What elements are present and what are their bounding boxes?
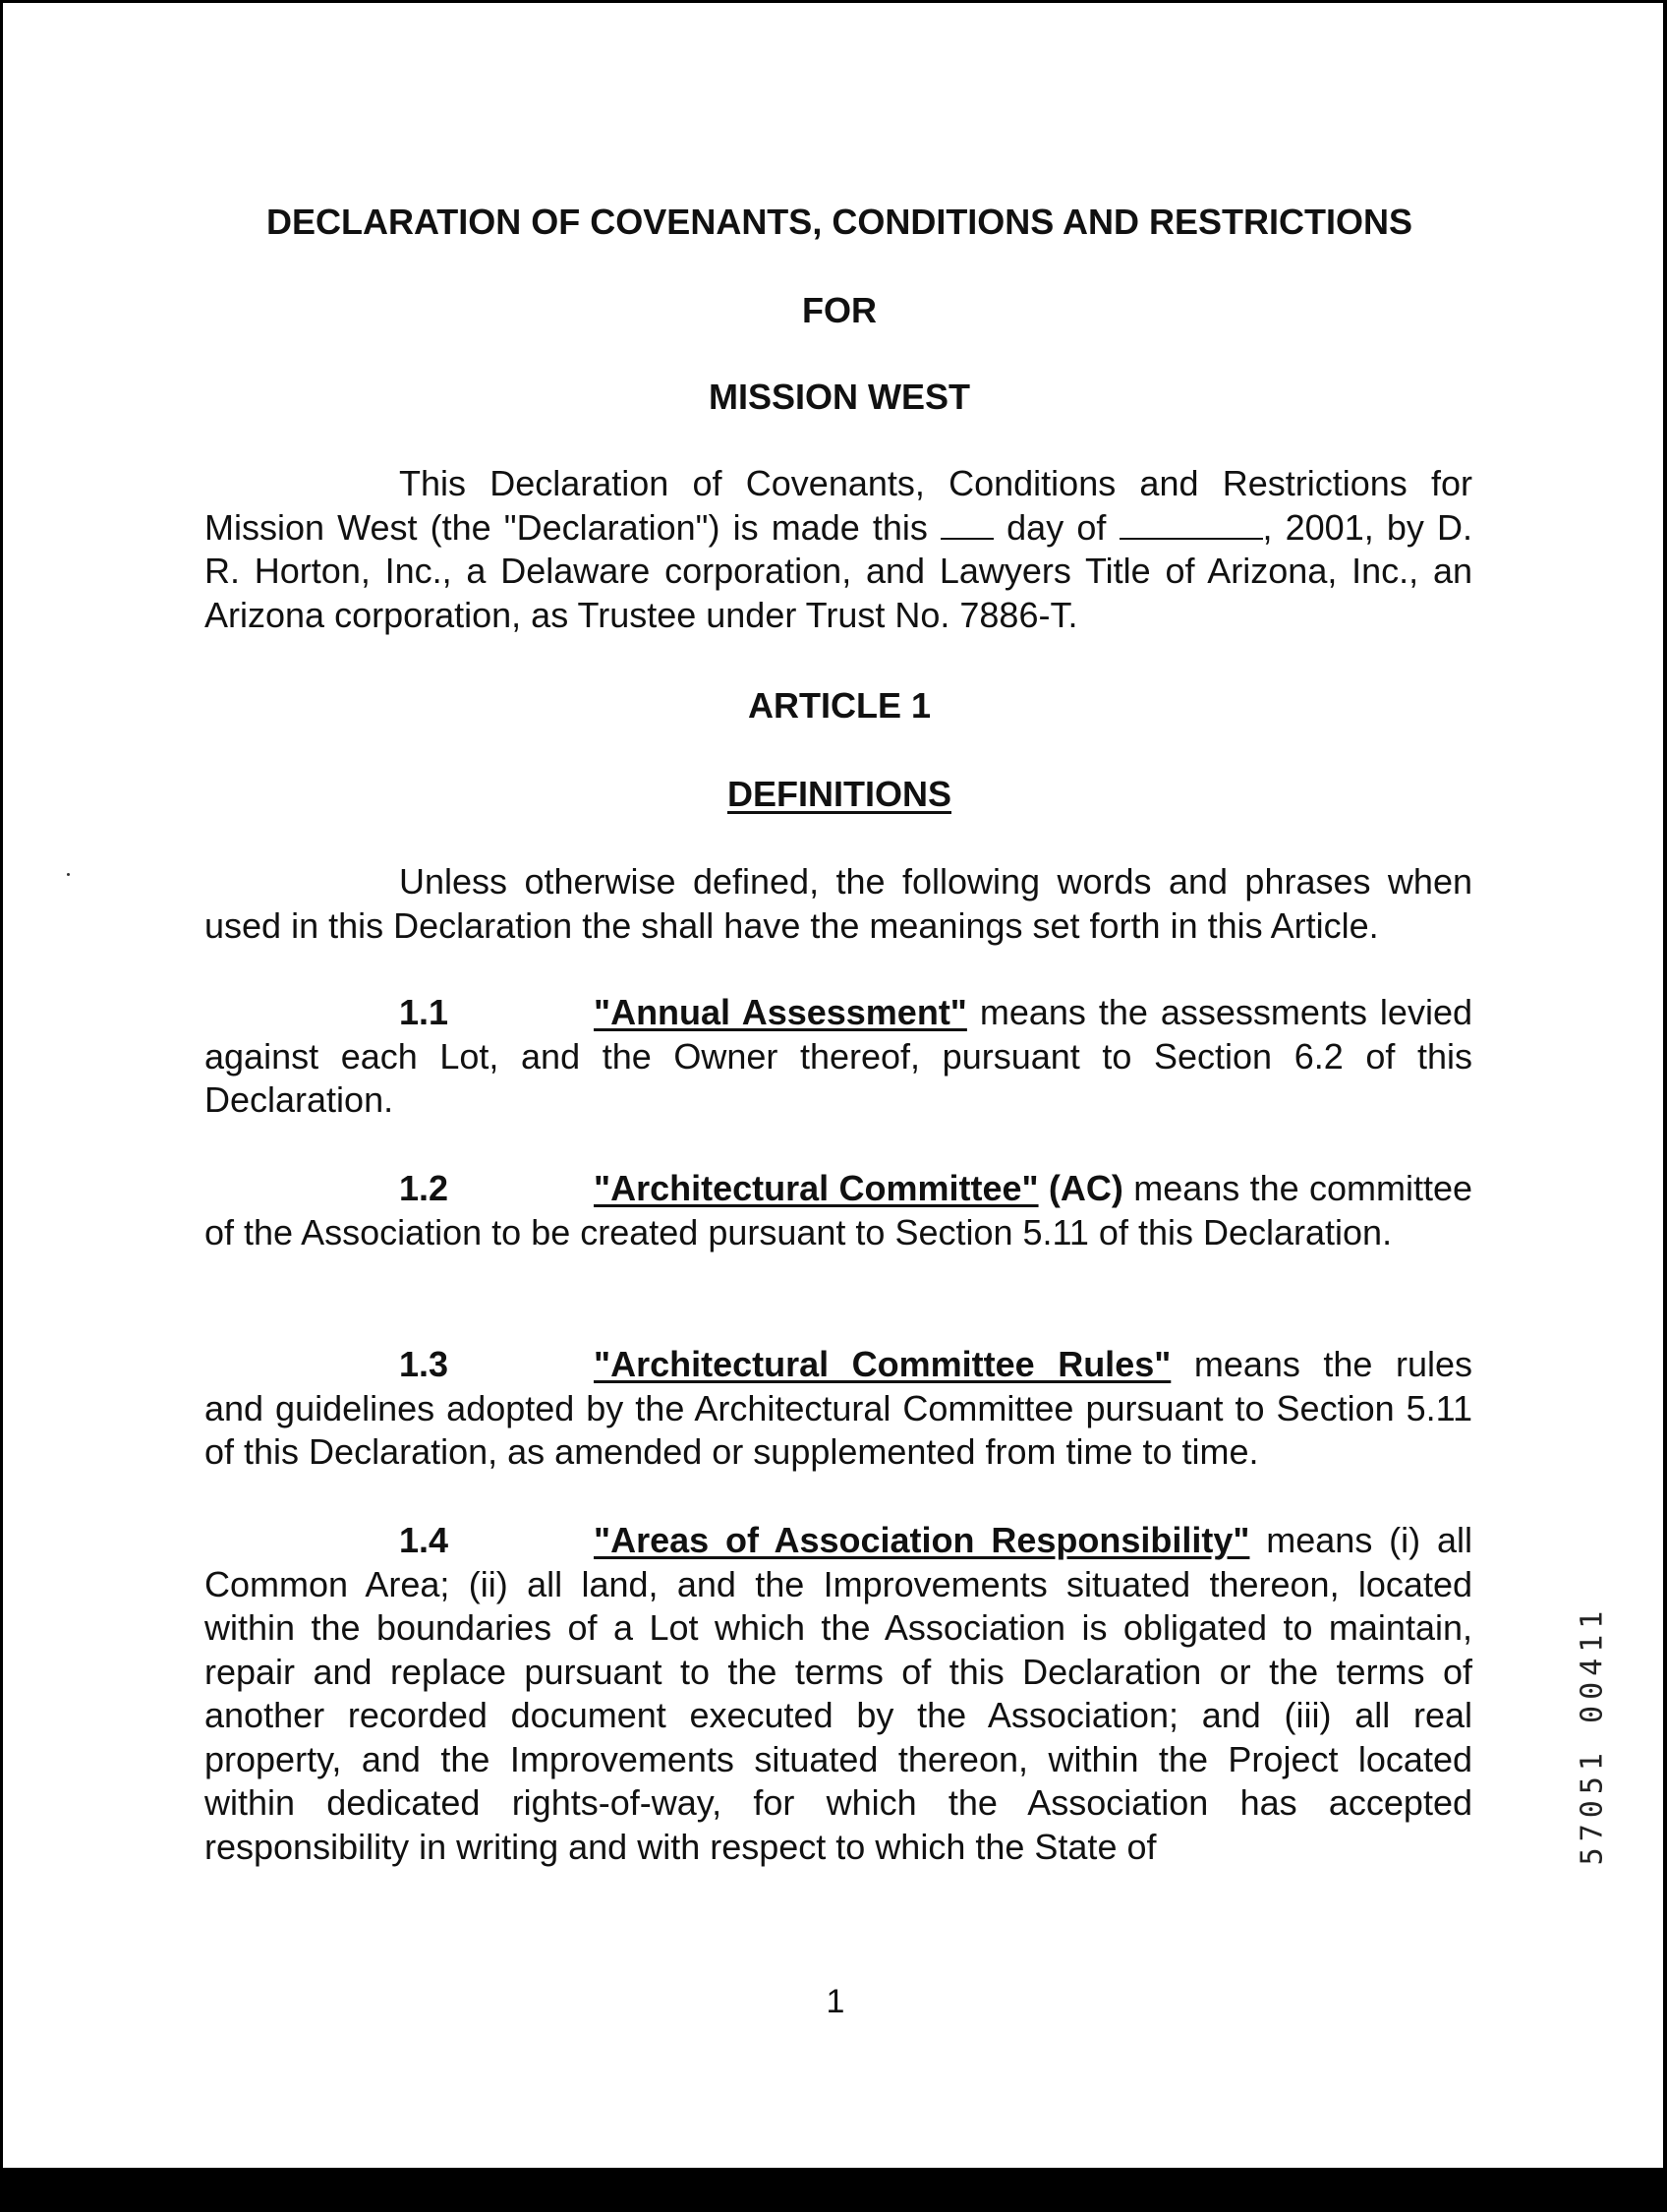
definition-text: means the assessments levied against each Lot, and the Owner thereof, pursuant to Section 6.2 of this Declaration.: [204, 992, 1472, 1120]
definition-text: means the rules and guidelines adopted by the Architectural Committee pursuant to Section 5.11 of this Declaration, as amended or supplemented from time to time.: [204, 1344, 1472, 1472]
title-for-line: FOR: [802, 290, 877, 330]
day-blank: [941, 510, 994, 540]
defined-term: "Areas of Association Responsibility": [594, 1520, 1250, 1560]
article-heading: ARTICLE 1: [747, 685, 931, 726]
definition-1-3: [204, 1343, 1472, 1475]
defined-term: "Architectural Committee Rules": [594, 1344, 1172, 1384]
project-name: MISSION WEST: [708, 377, 970, 417]
scan-edge-bottom: [0, 2168, 1667, 2212]
definition-1-2: [204, 1167, 1472, 1254]
intro-paragraph: This Declaration of Covenants, Conditions and Restrictions for Mission West (the "Declaration") is made this day of , 2001, by D. R. Horton, Inc., a Delaware corporation, and Lawyers Title of Arizona, Inc., an Arizona corporation, as Trustee under Trust No. 7886-T.: [204, 463, 1472, 635]
page-number: 1: [826, 1983, 845, 2020]
definition-1-4: [204, 1519, 1472, 1869]
defined-term: "Architectural Committee": [594, 1168, 1039, 1208]
document-title: DECLARATION OF COVENANTS, CONDITIONS AND RESTRICTIONS: [265, 202, 1412, 242]
lead-in-paragraph: Unless otherwise defined, the following words and phrases when used in this Declaration the shall have the meanings set forth in this Article.: [204, 861, 1472, 946]
defined-term: "Annual Assessment": [594, 992, 967, 1032]
section-number: 1.1: [399, 992, 449, 1032]
article-title: DEFINITIONS: [726, 774, 951, 814]
definition-text: means (i) all Common Area; (ii) all land, and the Improvements situated thereon, located within the boundaries of a Lot which the Association is obligated to maintain, repair and replace pursuant to the terms of this Declaration or the terms of another recorded document executed by the Association; and (iii) all real property, and the Improvements situated thereon, within the Project located within dedicated rights-of-way, for which the Association has accepted responsibility in writing and with respect to which the State of: [204, 1520, 1472, 1867]
scan-speck: [67, 873, 70, 876]
month-blank: [1120, 510, 1263, 540]
term-abbreviation: (AC): [1038, 1168, 1123, 1208]
definition-text: means the committee of the Association to be created pursuant to Section 5.11 of this Declaration.: [204, 1168, 1472, 1252]
definition-1-1: [204, 991, 1472, 1123]
scan-edge-top: [0, 0, 1667, 3]
section-number: 1.3: [399, 1344, 449, 1384]
section-number: 1.4: [399, 1520, 449, 1560]
section-number: 1.2: [399, 1168, 449, 1208]
recording-stamp: 57051 00411: [1575, 1604, 1610, 1866]
